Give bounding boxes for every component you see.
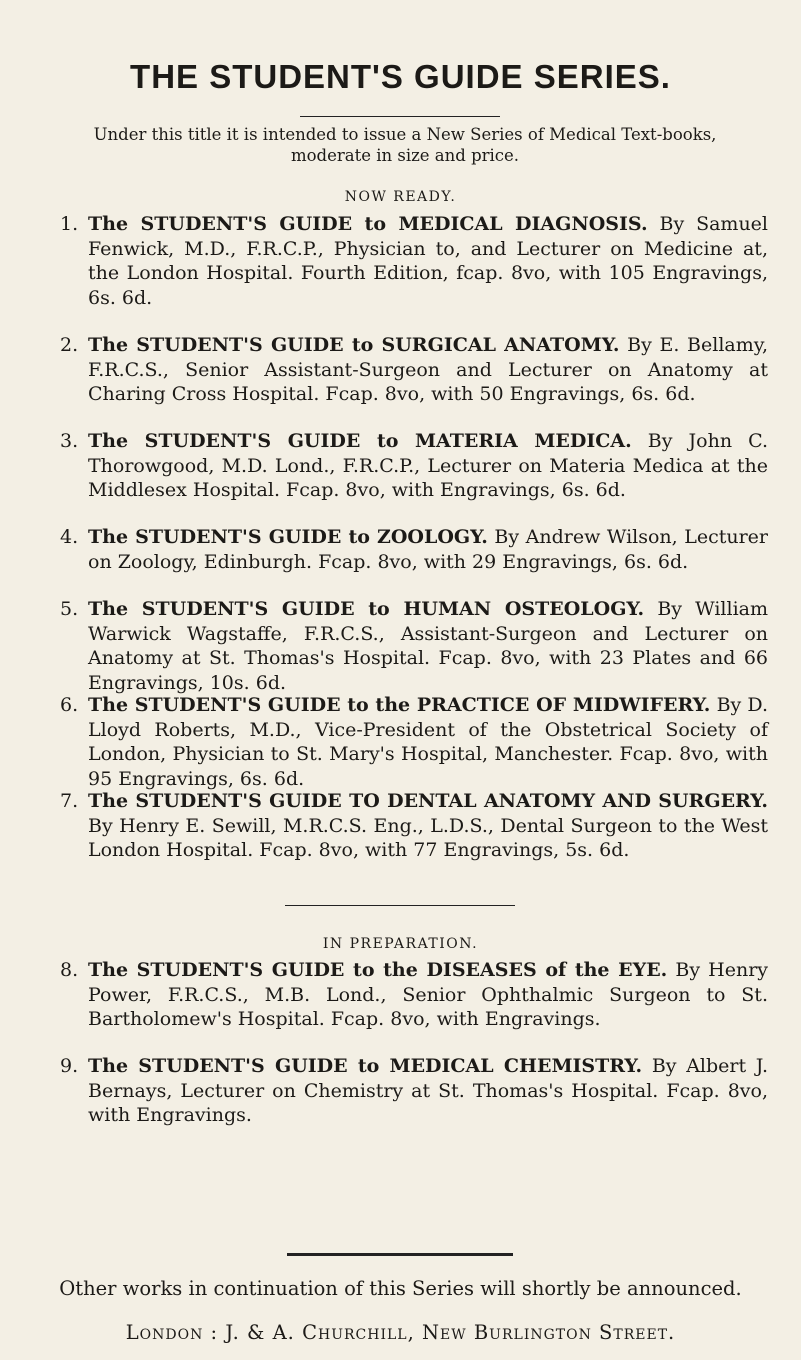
- entry-number: 7.: [60, 790, 79, 812]
- book-entry: [60, 525, 769, 574]
- entry-details: By Albert J. Bernays, Lecturer on Chemistry at St. Thomas's Hospital. Fcap. 8vo, with Engravings.: [88, 1055, 768, 1126]
- closing-rule: [287, 1253, 513, 1256]
- intro-text: Under this title it is intended to issue a New Series of Medical Text-books, moderate in size and price.: [93, 125, 717, 165]
- entry-title: The STUDENT'S GUIDE TO DENTAL ANATOMY AND SURGERY.: [88, 790, 768, 812]
- book-entry: [60, 693, 768, 791]
- entry-title: The STUDENT'S GUIDE to MEDICAL DIAGNOSIS.: [88, 213, 648, 235]
- entry-title: The STUDENT'S GUIDE to MATERIA MEDICA.: [88, 430, 632, 452]
- entry-number: 6.: [60, 694, 79, 716]
- entry-details: By Samuel Fenwick, M.D., F.R.C.P., Physician to, and Lecturer on Medicine at, the London Hospital. Fourth Edition, fcap. 8vo, with 105 Engravings, 6s. 6d.: [88, 213, 768, 309]
- book-entry: [60, 212, 768, 310]
- entry-details: By John C. Thorowgood, M.D. Lond., F.R.C.P., Lecturer on Materia Medica at the Middlesex Hospital. Fcap. 8vo, with Engravings, 6s. 6d.: [88, 430, 768, 501]
- book-entry: [60, 597, 769, 695]
- entry-title: The STUDENT'S GUIDE to MEDICAL CHEMISTRY.: [88, 1055, 643, 1077]
- entry-number: 2.: [60, 334, 79, 356]
- continuation-note: Other works in continuation of this Series will shortly be announced.: [59, 1277, 742, 1300]
- entry-details: By William Warwick Wagstaffe, F.R.C.S., Assistant-Surgeon and Lecturer on Anatomy at St. Thomas's Hospital. Fcap. 8vo, with 23 Plates and 66 Engravings, 10s. 6d.: [88, 598, 769, 694]
- entry-details: By Henry E. Sewill, M.R.C.S. Eng., L.D.S., Dental Surgeon to the West London Hospital. Fcap. 8vo, with 77 Engravings, 5s. 6d.: [88, 814, 768, 861]
- entry-number: 9.: [60, 1055, 79, 1077]
- entry-title: The STUDENT'S GUIDE to ZOOLOGY.: [88, 526, 488, 548]
- book-entry: [60, 429, 768, 503]
- entry-number: 5.: [60, 598, 79, 620]
- entry-number: 8.: [60, 959, 79, 981]
- section-rule: [285, 905, 515, 906]
- section-heading-preparation: IN PREPARATION.: [322, 936, 479, 952]
- entry-title: The STUDENT'S GUIDE to the DISEASES of the EYE.: [88, 959, 668, 981]
- title-rule: [300, 116, 500, 117]
- entry-number: 1.: [60, 213, 79, 235]
- entry-title: The STUDENT'S GUIDE to HUMAN OSTEOLOGY.: [88, 598, 645, 620]
- book-entry: [60, 1054, 768, 1128]
- book-entry: [60, 789, 768, 863]
- book-entry: [60, 333, 768, 407]
- entry-number: 3.: [60, 430, 79, 452]
- entry-details: By Henry Power, F.R.C.S., M.B. Lond., Senior Ophthalmic Surgeon to St. Bartholomew's Hospital. Fcap. 8vo, with Engravings.: [88, 959, 769, 1030]
- entry-title: The STUDENT'S GUIDE to SURGICAL ANATOMY.: [88, 334, 620, 356]
- section-heading-ready: NOW READY.: [344, 189, 457, 205]
- book-entry: [60, 958, 769, 1032]
- entry-details: By D. Lloyd Roberts, M.D., Vice-President of the Obstetrical Society of London, Physician to St. Mary's Hospital, Manchester. Fcap. 8vo, with 95 Engravings, 6s. 6d.: [88, 694, 768, 790]
- entry-title: The STUDENT'S GUIDE to the PRACTICE OF MIDWIFERY.: [88, 694, 711, 716]
- entry-details: By E. Bellamy, F.R.C.S., Senior Assistant-Surgeon and Lecturer on Anatomy at Charing Cross Hospital. Fcap. 8vo, with 50 Engravings, 6s. 6d.: [88, 334, 768, 405]
- page-title: THE STUDENT'S GUIDE SERIES.: [130, 58, 671, 95]
- entry-number: 4.: [60, 526, 79, 548]
- publisher-imprint: London : J. & A. Churchill, New Burlington Street.: [125, 1321, 676, 1344]
- entry-details: By Andrew Wilson, Lecturer on Zoology, Edinburgh. Fcap. 8vo, with 29 Engravings, 6s. 6d.: [88, 526, 769, 573]
